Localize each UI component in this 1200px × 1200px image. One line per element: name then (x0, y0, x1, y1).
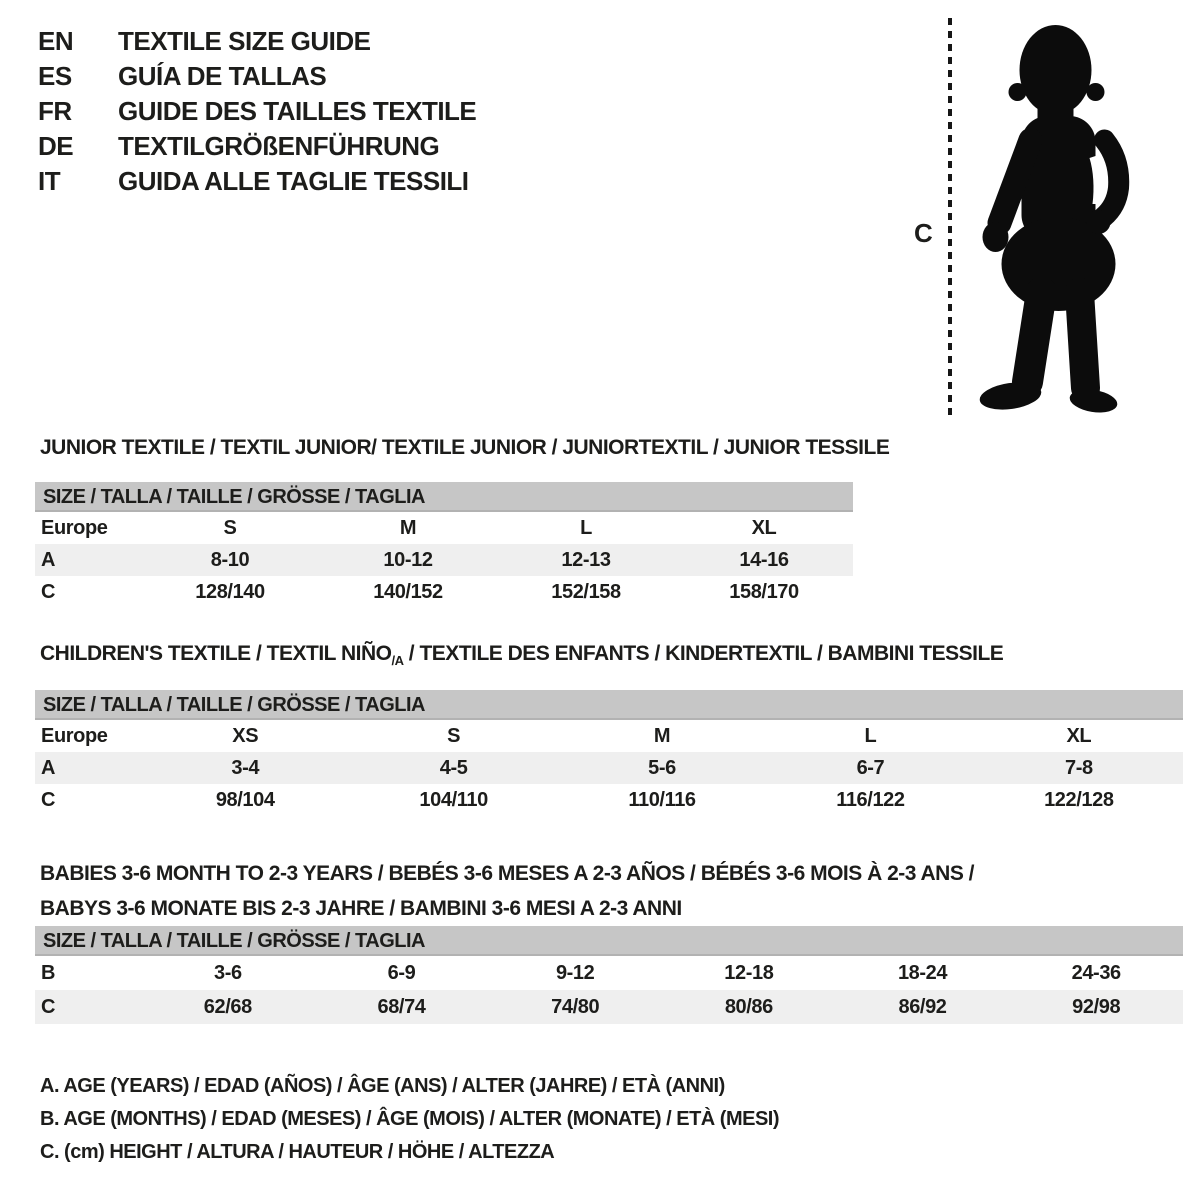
row-label: A (41, 756, 56, 779)
size-cell: M (399, 516, 417, 539)
size-cell: S (223, 516, 237, 539)
age-cell: 4-5 (439, 756, 468, 779)
legend-line-a: A. AGE (YEARS) / EDAD (AÑOS) / ÂGE (ANS) / ALTER (JAHRE) / ETÀ (ANNI) (40, 1075, 725, 1097)
toddler-silhouette-image (962, 10, 1147, 415)
height-cell: 92/98 (1072, 995, 1121, 1018)
table-row (35, 576, 853, 608)
language-code: DE (38, 131, 74, 161)
height-cell: 80/86 (724, 995, 773, 1018)
height-dashed-line (948, 18, 952, 416)
language-title: TEXTILGRÖßENFÜHRUNG (118, 131, 440, 161)
language-row (38, 94, 476, 129)
height-cell: 116/122 (836, 788, 905, 811)
row-label: Europe (41, 516, 108, 539)
table-row (35, 956, 1183, 990)
babies-title-line2: BABYS 3-6 MONATE BIS 2-3 JAHRE / BAMBINI 3-6 MESI A 2-3 ANNI (40, 897, 682, 920)
age-cell: 12-18 (724, 961, 774, 984)
age-cell: 24-36 (1071, 961, 1121, 984)
language-row (38, 129, 476, 164)
age-cell: 7-8 (1064, 756, 1093, 779)
age-cell: 6-7 (856, 756, 885, 779)
age-cell: 10-12 (383, 548, 433, 571)
height-cell: 122/128 (1044, 788, 1114, 811)
table-row (35, 544, 853, 576)
age-cell: 3-6 (213, 961, 242, 984)
language-code: ES (38, 61, 72, 91)
row-label: C (41, 580, 56, 603)
row-label: Europe (41, 724, 108, 747)
height-cell: 152/158 (551, 580, 621, 603)
age-cell: 8-10 (210, 548, 250, 571)
size-cell: M (653, 724, 671, 747)
table-row (35, 990, 1183, 1024)
age-cell: 3-4 (231, 756, 260, 779)
children-size-table (35, 690, 1183, 816)
size-cell: L (580, 516, 592, 539)
height-cell: 158/170 (729, 580, 799, 603)
size-cell: XS (232, 724, 259, 747)
table-row (35, 512, 853, 544)
age-cell: 14-16 (739, 548, 789, 571)
age-cell: 9-12 (555, 961, 595, 984)
table-row (35, 784, 1183, 816)
language-title: TEXTILE SIZE GUIDE (118, 26, 371, 56)
table-row (35, 720, 1183, 752)
height-cell: 62/68 (203, 995, 252, 1018)
language-list (38, 24, 476, 199)
babies-section-title (40, 856, 974, 926)
age-cell: 18-24 (897, 961, 948, 984)
language-code: IT (38, 166, 61, 196)
row-label: B (41, 961, 56, 984)
table-header: SIZE / TALLA / TAILLE / GRÖSSE / TAGLIA (35, 690, 1183, 720)
height-cell: 74/80 (551, 995, 600, 1018)
legend-line-c: C. (cm) HEIGHT / ALTURA / HAUTEUR / HÖHE / ALTEZZA (40, 1141, 555, 1163)
row-label: C (41, 788, 56, 811)
language-title: GUIDE DES TAILLES TEXTILE (118, 96, 477, 126)
age-cell: 6-9 (387, 961, 416, 984)
children-title-subscript: /A (391, 653, 404, 668)
children-title-pre: CHILDREN'S TEXTILE / TEXTIL NIÑO (40, 642, 392, 665)
junior-size-table (35, 482, 853, 608)
age-cell: 12-13 (561, 548, 611, 571)
row-label: A (41, 548, 56, 571)
height-cell: 110/116 (628, 788, 696, 811)
size-cell: S (447, 724, 461, 747)
language-title: GUÍA DE TALLAS (118, 61, 327, 91)
language-title: GUIDA ALLE TAGLIE TESSILI (118, 166, 469, 196)
height-cell: 68/74 (377, 995, 426, 1018)
language-code: EN (38, 26, 74, 56)
babies-size-table (35, 926, 1183, 1024)
children-section-title (40, 642, 1003, 668)
babies-title-line1: BABIES 3-6 MONTH TO 2-3 YEARS / BEBÉS 3-6 MESES A 2-3 AÑOS / BÉBÉS 3-6 MOIS À 2-3 ANS / (40, 862, 975, 885)
legend-line-b: B. AGE (MONTHS) / EDAD (MESES) / ÂGE (MOIS) / ALTER (MONATE) / ETÀ (MESI) (40, 1108, 780, 1130)
table-row (35, 752, 1183, 784)
size-cell: XL (751, 516, 777, 539)
measurement-legend (40, 1070, 779, 1169)
age-cell: 5-6 (648, 756, 676, 779)
table-header: SIZE / TALLA / TAILLE / GRÖSSE / TAGLIA (35, 482, 853, 512)
language-row (38, 59, 476, 94)
height-cell: 104/110 (419, 788, 488, 811)
table-header: SIZE / TALLA / TAILLE / GRÖSSE / TAGLIA (35, 926, 1183, 956)
size-cell: L (864, 724, 877, 747)
size-cell: XL (1066, 724, 1092, 747)
height-measure-label: C (914, 218, 933, 248)
junior-section-title: JUNIOR TEXTILE / TEXTIL JUNIOR/ TEXTILE JUNIOR / JUNIORTEXTIL / JUNIOR TESSILE (40, 436, 890, 459)
language-row (38, 24, 476, 59)
height-cell: 98/104 (215, 788, 275, 811)
height-cell: 86/92 (898, 995, 947, 1018)
children-title-post: / TEXTILE DES ENFANTS / KINDERTEXTIL / BAMBINI TESSILE (403, 642, 1004, 665)
height-cell: 140/152 (373, 580, 443, 603)
language-code: FR (38, 96, 72, 126)
height-cell: 128/140 (195, 580, 265, 603)
row-label: C (41, 995, 56, 1018)
language-row (38, 164, 476, 199)
